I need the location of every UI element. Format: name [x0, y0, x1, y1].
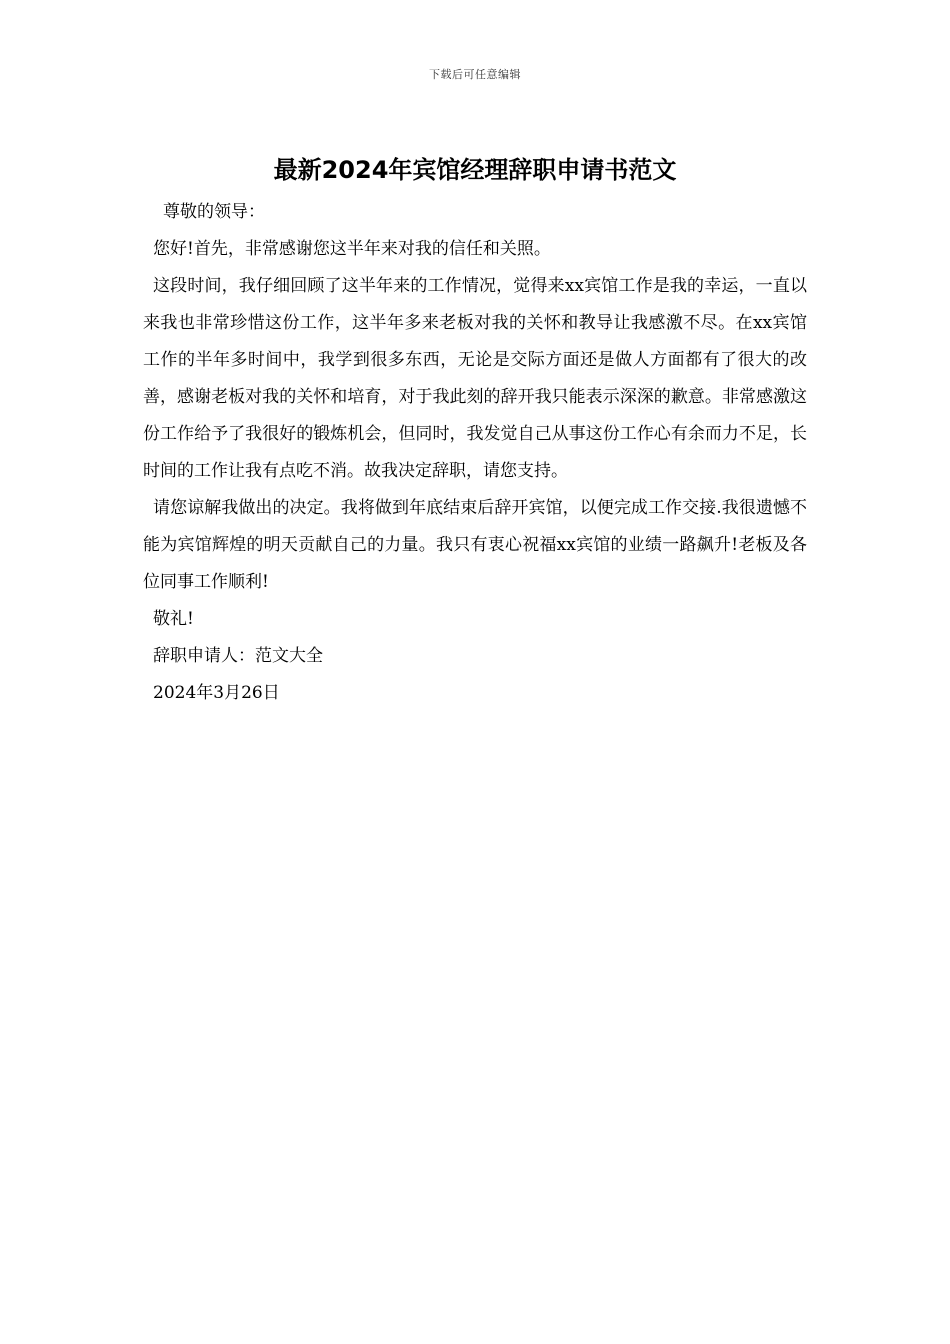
- paragraph-greeting: 您好!首先，非常感谢您这半年来对我的信任和关照。: [153, 239, 551, 259]
- header-note: 下载后可任意编辑: [429, 68, 521, 81]
- closing: 敬礼!: [153, 609, 194, 629]
- paragraph-request: 请您谅解我做出的决定。我将做到年底结束后辞开宾馆，以便完成工作交接.我很遗憾不能为宾馆辉煌的明天贡献自己的力量。我只有衷心祝福xx宾馆的业绩一路飙升!老板及各位同事工作顺利!: [143, 498, 807, 592]
- document-title: 最新2024年宾馆经理辞职申请书范文: [273, 156, 677, 184]
- salutation: 尊敬的领导：: [163, 202, 265, 222]
- date: 2024年3月26日: [153, 683, 280, 703]
- letter-body: [143, 194, 807, 712]
- signature: 辞职申请人：范文大全: [153, 646, 323, 666]
- paragraph-reflection: 这段时间，我仔细回顾了这半年来的工作情况，觉得来xx宾馆工作是我的幸运，一直以来我也非常珍惜这份工作，这半年多来老板对我的关怀和教导让我感激不尽。在xx宾馆工作的半年多时间中，我学到很多东西，无论是交际方面还是做人方面都有了很大的改善，感谢老板对我的关怀和培育，对于我此刻的辞开我只能表示深深的歉意。非常感激这份工作给予了我很好的锻炼机会，但同时，我发觉自己从事这份工作心有余而力不足，长时间的工作让我有点吃不消。故我决定辞职，请您支持。: [143, 276, 807, 481]
